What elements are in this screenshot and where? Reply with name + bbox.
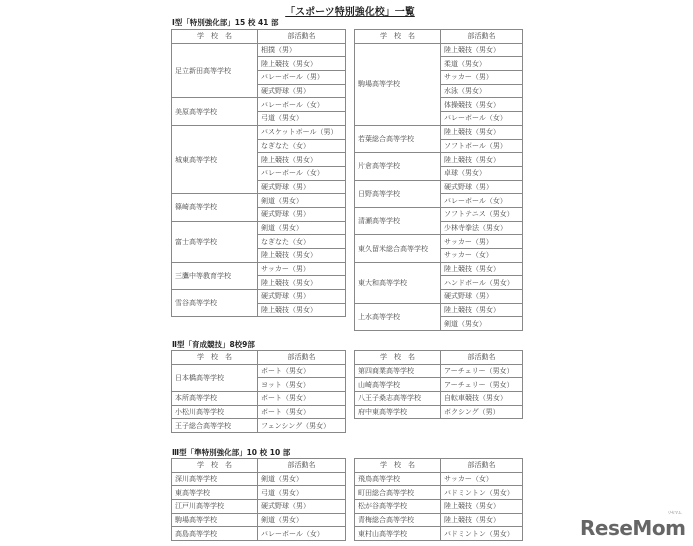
table-header-row — [355, 459, 523, 473]
club-name: サッカー（男） — [441, 71, 523, 85]
section-2-left-table — [171, 350, 346, 433]
table-row — [172, 98, 346, 112]
school-name: 山崎高等学校 — [355, 378, 441, 392]
section-1-left-table — [171, 29, 346, 317]
club-column-header: 部活動名 — [258, 351, 346, 365]
school-name: 駒場高等学校 — [172, 513, 258, 527]
school-name: 城東高等学校 — [172, 125, 258, 193]
club-name: ボート（男女） — [258, 364, 346, 378]
club-name: 卓球（男女） — [441, 166, 523, 180]
school-name: 東村山高等学校 — [355, 527, 441, 541]
school-name: 高島高等学校 — [172, 527, 258, 541]
club-name: ボクシング（男） — [441, 405, 523, 419]
table-row — [355, 364, 523, 378]
club-name: 陸上競技（男女） — [258, 303, 346, 317]
table-row — [172, 405, 346, 419]
school-name: 東久留米総合高等学校 — [355, 235, 441, 262]
club-name: バスケットボール（男） — [258, 125, 346, 139]
club-name: 陸上競技（男女） — [258, 276, 346, 290]
school-name: 片倉高等学校 — [355, 153, 441, 180]
table-row — [355, 180, 523, 194]
table-header-row — [355, 30, 523, 44]
club-name: バレーボール（女） — [258, 98, 346, 112]
club-name: 陸上競技（男女） — [258, 249, 346, 263]
club-name: ヨット（男女） — [258, 378, 346, 392]
table-row — [172, 486, 346, 500]
club-name: 剣道（男女） — [258, 194, 346, 208]
school-name: 雪谷高等学校 — [172, 290, 258, 317]
club-name: アーチェリー（男女） — [441, 364, 523, 378]
club-name: 剣道（男女） — [258, 513, 346, 527]
club-name: ハンドボール（男女） — [441, 276, 523, 290]
school-name: 東大和高等学校 — [355, 262, 441, 303]
table-header-row — [355, 351, 523, 365]
club-name: サッカー（女） — [441, 249, 523, 263]
club-name: アーチェリー（男女） — [441, 378, 523, 392]
club-name: 陸上競技（男女） — [441, 125, 523, 139]
club-name: サッカー（女） — [441, 472, 523, 486]
club-name: バレーボール（女） — [441, 112, 523, 126]
club-name: 陸上競技（男女） — [441, 500, 523, 514]
club-name: 自転車競技（男女） — [441, 392, 523, 406]
club-name: 硬式野球（男） — [258, 180, 346, 194]
club-name: 硬式野球（男） — [258, 84, 346, 98]
table-row — [172, 527, 346, 541]
page-title: 「スポーツ特別強化校」一覧 — [285, 7, 415, 18]
school-column-header: 学 校 名 — [172, 459, 258, 473]
club-name: 硬式野球（男） — [258, 207, 346, 221]
school-name: 三鷹中等教育学校 — [172, 262, 258, 289]
club-column-header: 部活動名 — [441, 351, 523, 365]
club-name: サッカー（男） — [441, 235, 523, 249]
table-row — [355, 486, 523, 500]
club-name: 相撲（男） — [258, 43, 346, 57]
club-name: バドミントン（男女） — [441, 486, 523, 500]
table-header-row — [172, 30, 346, 44]
school-name: 美原高等学校 — [172, 98, 258, 125]
club-name: ソフトボール（男） — [441, 139, 523, 153]
school-name: 第四商業高等学校 — [355, 364, 441, 378]
school-name: 王子総合高等学校 — [172, 419, 258, 433]
school-name: 日本橋高等学校 — [172, 364, 258, 391]
club-name: 陸上競技（男女） — [441, 43, 523, 57]
club-name: バレーボール（女） — [441, 194, 523, 208]
school-name: 深川高等学校 — [172, 472, 258, 486]
table-row — [355, 378, 523, 392]
table-row — [172, 392, 346, 406]
table-row — [172, 472, 346, 486]
club-name: ソフトテニス（男女） — [441, 207, 523, 221]
school-column-header: 学 校 名 — [172, 351, 258, 365]
table-row — [172, 364, 346, 378]
table-row — [172, 221, 346, 235]
school-name: 小松川高等学校 — [172, 405, 258, 419]
section-2-label: Ⅱ型「育成競技」8校9部 — [172, 340, 255, 349]
table-row — [172, 500, 346, 514]
school-name: 町田総合高等学校 — [355, 486, 441, 500]
club-name: 硬式野球（男） — [258, 500, 346, 514]
school-name: 日野高等学校 — [355, 180, 441, 207]
table-row — [172, 194, 346, 208]
table-row — [355, 153, 523, 167]
club-name: 陸上競技（男女） — [441, 303, 523, 317]
club-name: 硬式野球（男） — [258, 290, 346, 304]
club-name: バレーボール（女） — [258, 527, 346, 541]
school-name: 上水高等学校 — [355, 303, 441, 330]
club-name: なぎなた（女） — [258, 139, 346, 153]
club-name: 剣道（男女） — [258, 472, 346, 486]
school-name: 本所高等学校 — [172, 392, 258, 406]
section-3-label: Ⅲ型「準特別強化部」10 校 10 部 — [172, 448, 291, 457]
club-name: 陸上競技（男女） — [441, 153, 523, 167]
club-name: バレーボール（男） — [258, 71, 346, 85]
club-name: 陸上競技（男女） — [258, 153, 346, 167]
school-name: 足立新田高等学校 — [172, 43, 258, 98]
club-name: バレーボール（女） — [258, 166, 346, 180]
table-row — [172, 125, 346, 139]
club-name: 弓道（男女） — [258, 486, 346, 500]
section-1-label: Ⅰ型「特別強化部」15 校 41 部 — [172, 18, 279, 27]
club-name: ボート（男女） — [258, 392, 346, 406]
table-row — [355, 472, 523, 486]
table-row — [172, 43, 346, 57]
section-3-left-table — [171, 458, 346, 541]
table-row — [172, 513, 346, 527]
club-name: 陸上競技（男女） — [441, 262, 523, 276]
school-column-header: 学 校 名 — [355, 459, 441, 473]
club-name: 硬式野球（男） — [441, 290, 523, 304]
school-name: 東高等学校 — [172, 486, 258, 500]
club-name: ボート（男女） — [258, 405, 346, 419]
table-header-row — [172, 459, 346, 473]
club-name: 剣道（男女） — [441, 317, 523, 331]
table-row — [355, 125, 523, 139]
club-name: 陸上競技（男女） — [258, 57, 346, 71]
school-name: 飛鳥高等学校 — [355, 472, 441, 486]
club-name: 剣道（男女） — [258, 221, 346, 235]
club-name: サッカー（男） — [258, 262, 346, 276]
club-column-header: 部活動名 — [441, 459, 523, 473]
section-3-right-table — [354, 458, 523, 541]
school-name: 清瀬高等学校 — [355, 207, 441, 234]
table-row — [355, 500, 523, 514]
club-name: バドミントン（男女） — [441, 527, 523, 541]
table-row — [172, 290, 346, 304]
table-row — [355, 303, 523, 317]
club-column-header: 部活動名 — [258, 30, 346, 44]
resemom-logo: ReseMom リセマム — [580, 510, 686, 540]
table-row — [355, 405, 523, 419]
club-name: 水泳（男女） — [441, 84, 523, 98]
table-row — [355, 392, 523, 406]
table-header-row — [172, 351, 346, 365]
school-column-header: 学 校 名 — [172, 30, 258, 44]
club-name: 柔道（男女） — [441, 57, 523, 71]
school-name: 駒場高等学校 — [355, 43, 441, 125]
school-name: 江戸川高等学校 — [172, 500, 258, 514]
table-row — [355, 513, 523, 527]
school-name: 青梅総合高等学校 — [355, 513, 441, 527]
table-row — [355, 527, 523, 541]
club-name: 硬式野球（男） — [441, 180, 523, 194]
table-row — [355, 43, 523, 57]
school-column-header: 学 校 名 — [355, 351, 441, 365]
club-name: 陸上競技（男女） — [441, 513, 523, 527]
school-name: 篠崎高等学校 — [172, 194, 258, 221]
club-column-header: 部活動名 — [258, 459, 346, 473]
section-2-right-table — [354, 350, 523, 419]
club-name: なぎなた（女） — [258, 235, 346, 249]
club-name: フェンシング（男女） — [258, 419, 346, 433]
table-row — [355, 262, 523, 276]
club-name: 弓道（男女） — [258, 112, 346, 126]
table-row — [355, 235, 523, 249]
school-name: 府中東高等学校 — [355, 405, 441, 419]
table-row — [172, 419, 346, 433]
school-name: 富士高等学校 — [172, 221, 258, 262]
club-name: 少林寺拳法（男女） — [441, 221, 523, 235]
school-name: 八王子桑志高等学校 — [355, 392, 441, 406]
club-name: 体操競技（男女） — [441, 98, 523, 112]
section-1-right-table — [354, 29, 523, 331]
table-row — [355, 207, 523, 221]
table-row — [172, 262, 346, 276]
school-name: 若葉総合高等学校 — [355, 125, 441, 152]
club-column-header: 部活動名 — [441, 30, 523, 44]
school-name: 松が谷高等学校 — [355, 500, 441, 514]
school-column-header: 学 校 名 — [355, 30, 441, 44]
